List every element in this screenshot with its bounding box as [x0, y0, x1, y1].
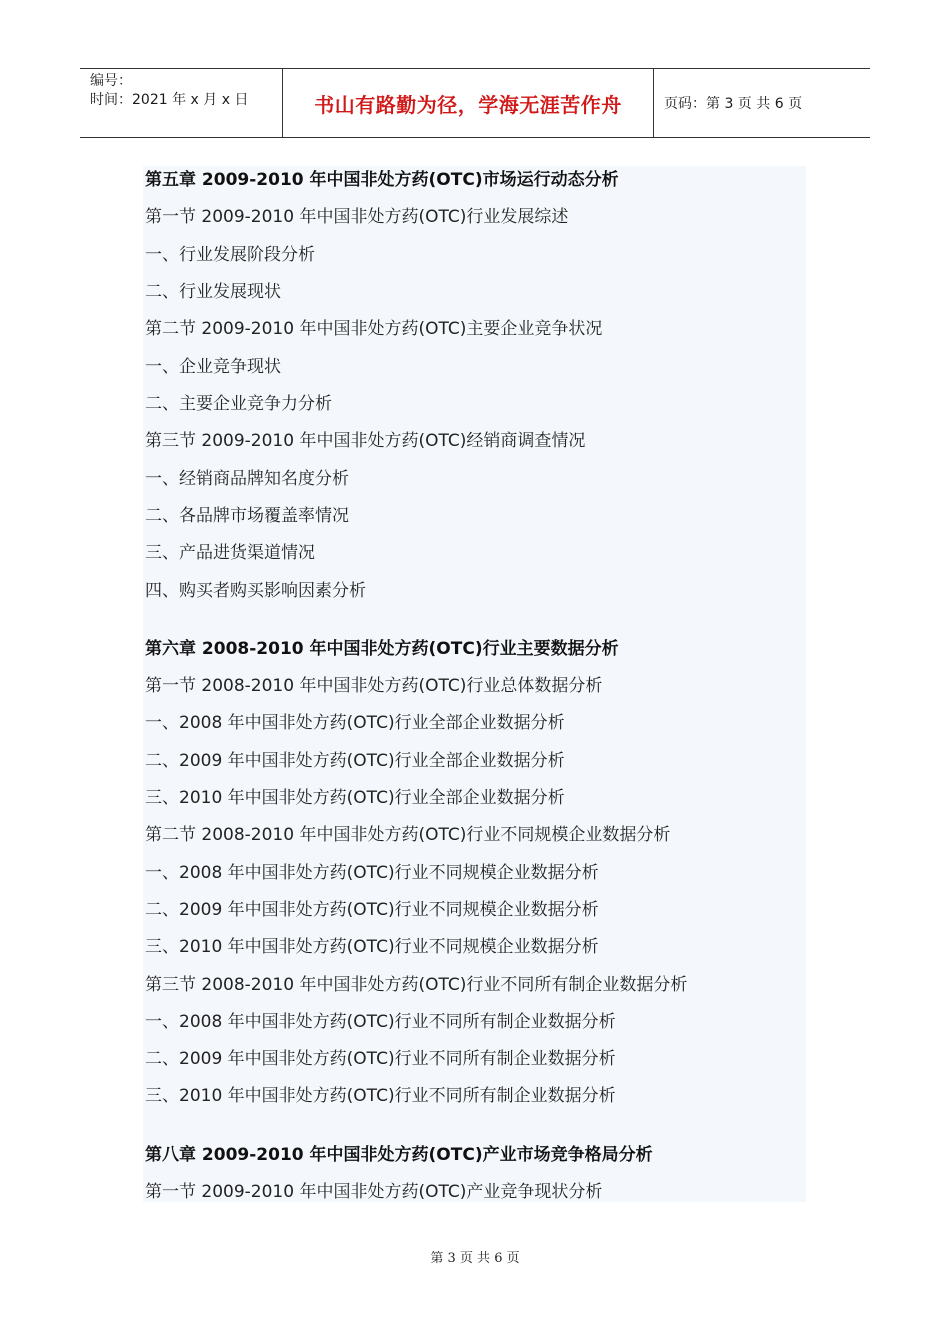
toc-line: 三、2010 年中国非处方药(OTC)行业全部企业数据分析 [145, 788, 565, 808]
chapter-heading: 第五章 2009-2010 年中国非处方药(OTC)市场运行动态分析 [145, 170, 619, 190]
header-motto-cell [282, 69, 654, 137]
toc-line: 二、2009 年中国非处方药(OTC)行业全部企业数据分析 [145, 751, 565, 771]
chapter-heading: 第六章 2008-2010 年中国非处方药(OTC)行业主要数据分析 [145, 639, 619, 659]
document-number-label: 编号： [90, 73, 132, 89]
header-meta-cell [80, 69, 282, 137]
toc-line: 一、2008 年中国非处方药(OTC)行业不同所有制企业数据分析 [145, 1012, 616, 1032]
page-footer [0, 1247, 950, 1266]
header-page-label: 页码：第 3 页 共 6 页 [664, 96, 803, 112]
toc-line: 三、产品进货渠道情况 [145, 543, 315, 563]
chapter-heading: 第八章 2009-2010 年中国非处方药(OTC)产业市场竞争格局分析 [145, 1145, 653, 1165]
toc-line: 二、2009 年中国非处方药(OTC)行业不同所有制企业数据分析 [145, 1049, 616, 1069]
toc-line: 第一节 2009-2010 年中国非处方药(OTC)行业发展综述 [145, 207, 569, 227]
toc-line: 第三节 2008-2010 年中国非处方药(OTC)行业不同所有制企业数据分析 [145, 975, 688, 995]
toc-line: 三、2010 年中国非处方药(OTC)行业不同规模企业数据分析 [145, 937, 599, 957]
toc-line: 第三节 2009-2010 年中国非处方药(OTC)经销商调查情况 [145, 431, 586, 451]
toc-line: 一、行业发展阶段分析 [145, 245, 315, 265]
toc-line: 第二节 2009-2010 年中国非处方药(OTC)主要企业竞争状况 [145, 319, 603, 339]
toc-line: 第一节 2009-2010 年中国非处方药(OTC)产业竞争现状分析 [145, 1182, 603, 1202]
footer-page-number: 第 3 页 共 6 页 [430, 1251, 520, 1266]
toc-line: 四、购买者购买影响因素分析 [145, 581, 366, 601]
toc-line: 二、主要企业竞争力分析 [145, 394, 332, 414]
toc-line: 第一节 2008-2010 年中国非处方药(OTC)行业总体数据分析 [145, 676, 603, 696]
toc-line: 二、2009 年中国非处方药(OTC)行业不同规模企业数据分析 [145, 900, 599, 920]
header-page-cell [654, 69, 870, 137]
toc-line: 三、2010 年中国非处方药(OTC)行业不同所有制企业数据分析 [145, 1086, 616, 1106]
header-motto: 书山有路勤为径，学海无涯苦作舟 [314, 92, 622, 117]
document-date-label: 时间：2021 年 x 月 x 日 [90, 92, 249, 108]
header-table [80, 68, 870, 138]
toc-line: 一、2008 年中国非处方药(OTC)行业不同规模企业数据分析 [145, 863, 599, 883]
toc-line: 一、企业竞争现状 [145, 357, 281, 377]
toc-line: 二、行业发展现状 [145, 282, 281, 302]
toc-line: 一、经销商品牌知名度分析 [145, 469, 349, 489]
toc-line: 一、2008 年中国非处方药(OTC)行业全部企业数据分析 [145, 713, 565, 733]
toc-line: 二、各品牌市场覆盖率情况 [145, 506, 349, 526]
toc-line: 第二节 2008-2010 年中国非处方药(OTC)行业不同规模企业数据分析 [145, 825, 671, 845]
table-of-contents [143, 166, 806, 1202]
